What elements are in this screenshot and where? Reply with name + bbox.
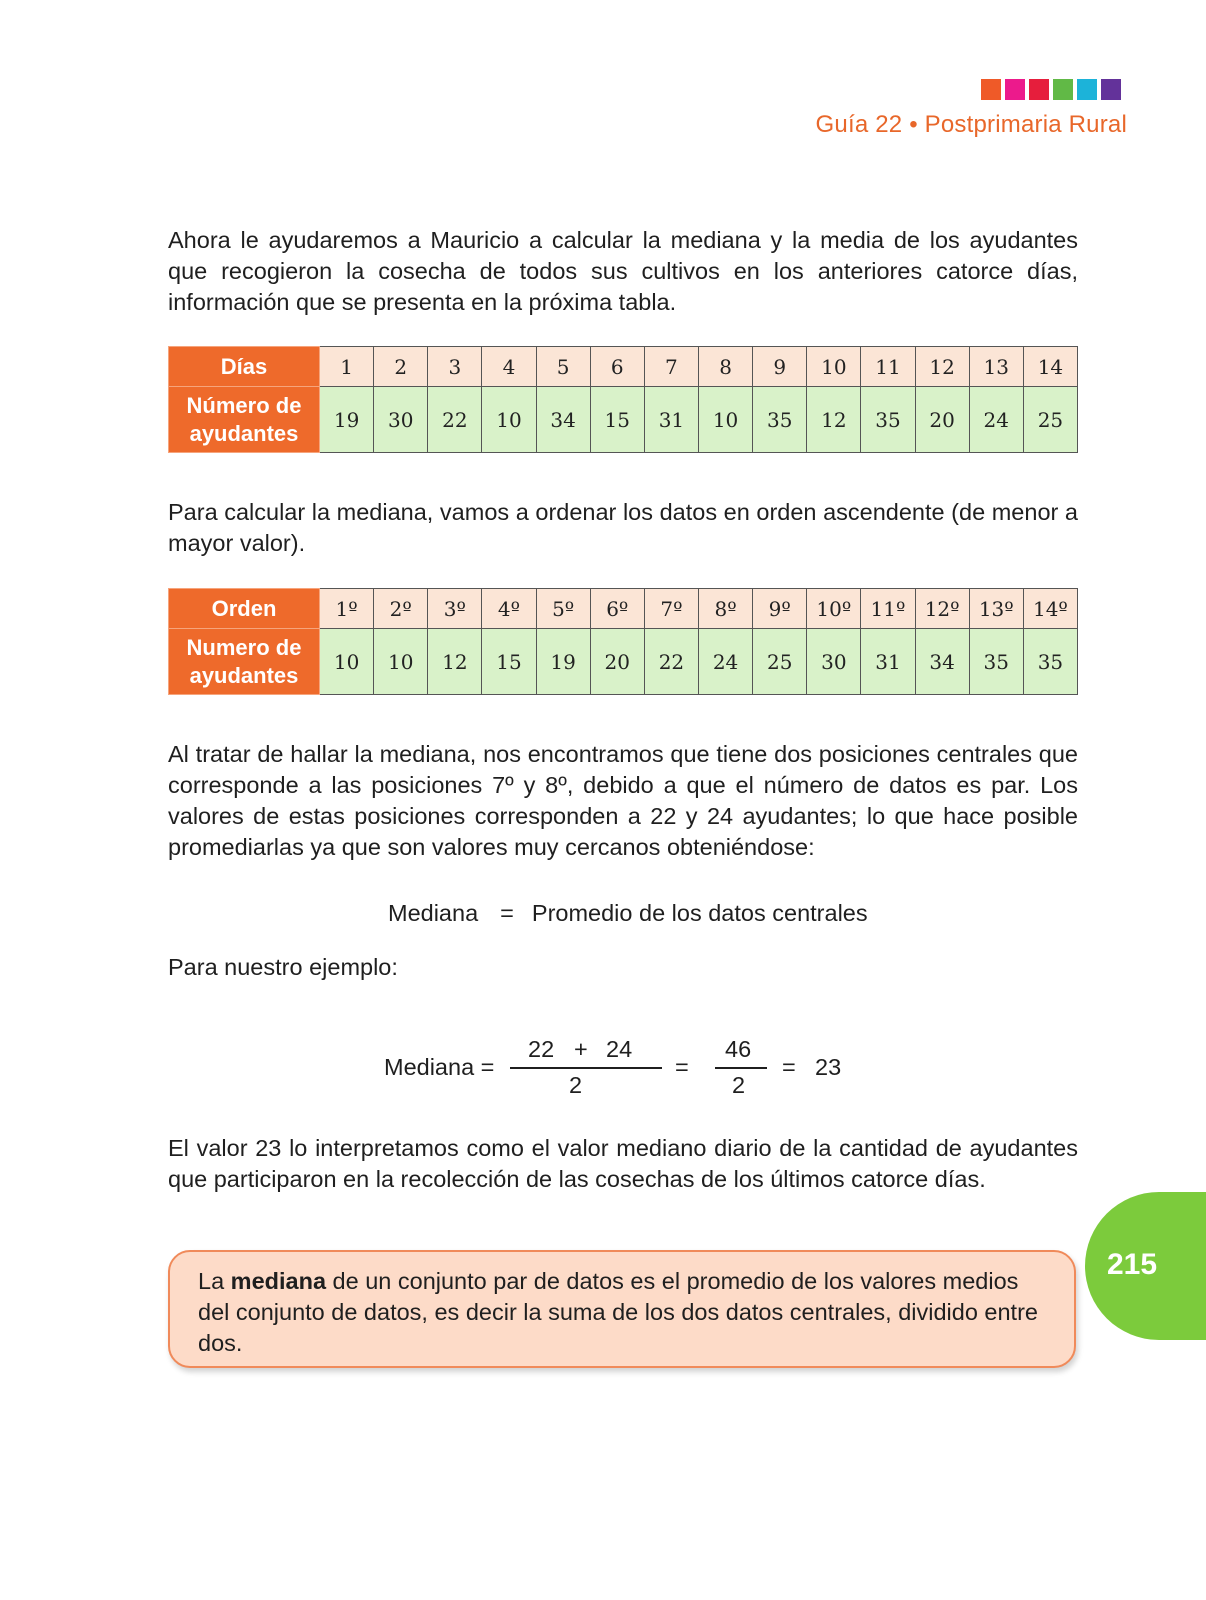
sorted-helpers-cell: 35	[1023, 629, 1077, 695]
intro-paragraph: Ahora le ayudaremos a Mauricio a calcular la mediana y la media de los ayudantes que recogieron la cosecha de todos sus cultivos en los anteriores catorce días, información que se presenta en la próxima tabla.	[168, 227, 1078, 315]
days-row-label: Días	[169, 347, 320, 387]
order-cell: 5º	[536, 589, 590, 629]
helpers-cell: 31	[644, 387, 698, 453]
day-cell: 8	[698, 347, 752, 387]
interpretation-paragraph: El valor 23 lo interpretamos como el valor mediano diario de la cantidad de ayudantes que participaron en la recolección de las cosechas de los últimos catorce días.	[168, 1135, 1078, 1192]
sorted-helpers-cell: 12	[428, 629, 482, 695]
order-cell: 9º	[753, 589, 807, 629]
color-swatch-bar	[981, 79, 1121, 100]
order-cell: 10º	[807, 589, 861, 629]
order-cell: 12º	[915, 589, 969, 629]
color-swatch	[1077, 79, 1097, 100]
helpers-cell: 12	[807, 387, 861, 453]
day-cell: 6	[590, 347, 644, 387]
sorted-helpers-cell: 34	[915, 629, 969, 695]
order-row	[169, 589, 1078, 629]
order-cell: 13º	[969, 589, 1023, 629]
callout-prefix: La	[198, 1268, 231, 1294]
sorted-helpers-cell: 22	[644, 629, 698, 695]
running-head: Guía 22 • Postprimaria Rural	[815, 111, 1127, 138]
order-cell: 11º	[861, 589, 915, 629]
day-cell: 1	[320, 347, 374, 387]
day-cell: 11	[861, 347, 915, 387]
median-explanation: Al tratar de hallar la mediana, nos encontramos que tiene dos posiciones centrales que corresponde a las posiciones 7º y 8º, debido a que el número de datos es par. Los valores de estas posiciones corresponden a 22 y 24 ayudantes; lo que hace posible promediarlas ya que son valores muy cercanos obteniéndose:	[168, 741, 1078, 860]
helpers-cell: 15	[590, 387, 644, 453]
helpers-row-label: Número de ayudantes	[169, 387, 320, 453]
numerator-sum: 46	[725, 1036, 752, 1062]
median-example-formula	[0, 1035, 1206, 1115]
day-cell: 2	[374, 347, 428, 387]
day-cell: 3	[428, 347, 482, 387]
numerator-b: 24	[606, 1036, 633, 1062]
helpers-cell: 19	[320, 387, 374, 453]
day-cell: 12	[915, 347, 969, 387]
example-lhs: Mediana =	[384, 1054, 495, 1080]
color-swatch	[1053, 79, 1073, 100]
sorted-helpers-cell: 19	[536, 629, 590, 695]
day-cell: 5	[536, 347, 590, 387]
denominator-2: 2	[732, 1072, 746, 1098]
sorted-helpers-cell: 25	[753, 629, 807, 695]
sorted-helpers-cell: 10	[374, 629, 428, 695]
plus-sign: +	[574, 1036, 588, 1062]
day-cell: 14	[1023, 347, 1077, 387]
order-row-label: Orden	[169, 589, 320, 629]
helpers-cell: 20	[915, 387, 969, 453]
helpers-cell: 35	[753, 387, 807, 453]
sorted-helpers-cell: 35	[969, 629, 1023, 695]
order-cell: 3º	[428, 589, 482, 629]
formula-rhs: Promedio de los datos centrales	[531, 900, 868, 926]
median-definition-formula	[388, 900, 868, 927]
order-cell: 1º	[320, 589, 374, 629]
median-result: 23	[815, 1054, 842, 1080]
days-helpers-table	[168, 346, 1078, 453]
fraction-bar-2	[715, 1067, 767, 1069]
color-swatch	[1029, 79, 1049, 100]
day-cell: 13	[969, 347, 1023, 387]
order-cell: 4º	[482, 589, 536, 629]
sorted-helpers-cell: 31	[861, 629, 915, 695]
sorted-helpers-cell: 20	[590, 629, 644, 695]
day-cell: 10	[807, 347, 861, 387]
color-swatch	[1101, 79, 1121, 100]
sorted-helpers-cell: 30	[807, 629, 861, 695]
day-cell: 9	[753, 347, 807, 387]
sorted-helpers-row	[169, 629, 1078, 695]
sorted-helpers-cell: 15	[482, 629, 536, 695]
equals-2: =	[782, 1054, 796, 1080]
numerator-a: 22	[528, 1036, 555, 1062]
equals-1: =	[675, 1054, 689, 1080]
fraction-bar-1	[510, 1067, 662, 1069]
helpers-row	[169, 387, 1078, 453]
order-cell: 8º	[698, 589, 752, 629]
order-cell: 14º	[1023, 589, 1077, 629]
helpers-cell: 35	[861, 387, 915, 453]
color-swatch	[1005, 79, 1025, 100]
definition-callout	[168, 1250, 1076, 1368]
page-number: 215	[1107, 1248, 1158, 1281]
page-number-tab	[1085, 1192, 1206, 1340]
order-cell: 7º	[644, 589, 698, 629]
formula-equals: =	[500, 900, 514, 926]
helpers-cell: 30	[374, 387, 428, 453]
formula-lhs: Mediana	[388, 900, 479, 926]
day-cell: 4	[482, 347, 536, 387]
helpers-cell: 24	[969, 387, 1023, 453]
helpers-cell: 10	[698, 387, 752, 453]
helpers-cell: 10	[482, 387, 536, 453]
sorted-helpers-table	[168, 588, 1078, 695]
example-label: Para nuestro ejemplo:	[168, 954, 398, 980]
order-cell: 2º	[374, 589, 428, 629]
helpers-cell: 34	[536, 387, 590, 453]
callout-text: de un conjunto par de datos es el promedio de los valores medios del conjunto de datos, es decir la suma de los dos datos centrales, dividido entre dos.	[198, 1268, 1038, 1356]
helpers-cell: 22	[428, 387, 482, 453]
days-row	[169, 347, 1078, 387]
order-cell: 6º	[590, 589, 644, 629]
sort-paragraph: Para calcular la mediana, vamos a ordenar los datos en orden ascendente (de menor a mayor valor).	[168, 499, 1078, 556]
day-cell: 7	[644, 347, 698, 387]
color-swatch	[981, 79, 1001, 100]
helpers-cell: 25	[1023, 387, 1077, 453]
denominator-1: 2	[569, 1072, 583, 1098]
callout-keyword: mediana	[230, 1268, 327, 1294]
sorted-helpers-cell: 24	[698, 629, 752, 695]
sorted-helpers-row-label: Numero de ayudantes	[169, 629, 320, 695]
sorted-helpers-cell: 10	[320, 629, 374, 695]
